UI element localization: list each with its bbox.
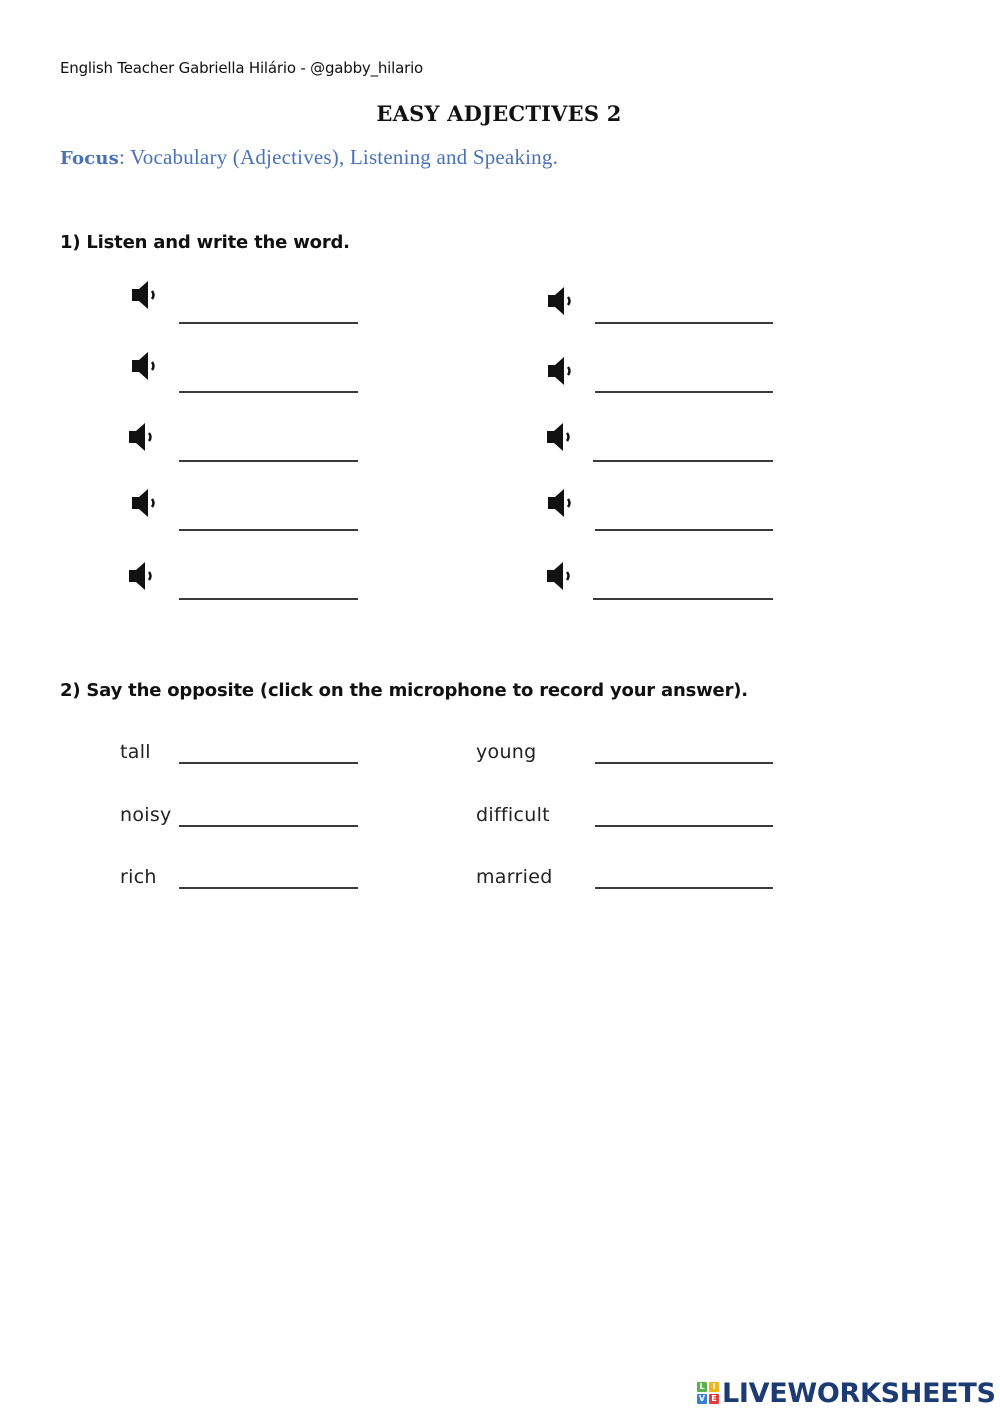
answer-line-5[interactable] bbox=[179, 598, 358, 600]
focus-text: : Vocabulary (Adjectives), Listening and Speaking. bbox=[118, 145, 559, 169]
author-credit: English Teacher Gabriella Hilário - @gabby_hilario bbox=[60, 59, 424, 77]
opposite-word: difficult bbox=[476, 804, 550, 826]
opposite-answer-line[interactable] bbox=[595, 887, 773, 889]
opposite-answer-line[interactable] bbox=[595, 762, 773, 764]
speaker-icon[interactable] bbox=[130, 350, 164, 382]
answer-line-9[interactable] bbox=[595, 529, 773, 531]
liveworksheets-logo bbox=[697, 1378, 996, 1408]
logo-text: LIVEWORKSHEETS bbox=[722, 1377, 996, 1409]
answer-line-4[interactable] bbox=[179, 529, 358, 531]
opposite-answer-line[interactable] bbox=[179, 762, 358, 764]
opposite-word: tall bbox=[120, 741, 151, 763]
answer-line-10[interactable] bbox=[593, 598, 773, 600]
opposite-word: noisy bbox=[120, 804, 172, 826]
answer-line-1[interactable] bbox=[179, 322, 358, 324]
speaker-icon[interactable] bbox=[130, 279, 164, 311]
answer-line-7[interactable] bbox=[595, 391, 773, 393]
focus-label: Focus bbox=[60, 148, 119, 169]
worksheet-title: EASY ADJECTIVES 2 bbox=[376, 101, 622, 126]
logo-grid-icon: L I V E bbox=[697, 1382, 719, 1404]
speaker-icon[interactable] bbox=[545, 560, 579, 592]
speaker-icon[interactable] bbox=[546, 355, 580, 387]
speaker-icon[interactable] bbox=[130, 487, 164, 519]
opposite-word: married bbox=[476, 866, 553, 888]
opposite-answer-line[interactable] bbox=[179, 887, 358, 889]
speaker-icon[interactable] bbox=[546, 285, 580, 317]
opposite-answer-line[interactable] bbox=[179, 825, 358, 827]
speaker-icon[interactable] bbox=[127, 421, 161, 453]
opposite-answer-line[interactable] bbox=[595, 825, 773, 827]
answer-line-3[interactable] bbox=[179, 460, 358, 462]
speaker-icon[interactable] bbox=[546, 487, 580, 519]
section-2-heading: 2) Say the opposite (click on the microphone to record your answer). bbox=[60, 680, 748, 701]
answer-line-6[interactable] bbox=[595, 322, 773, 324]
opposite-word: rich bbox=[120, 866, 157, 888]
answer-line-8[interactable] bbox=[593, 460, 773, 462]
answer-line-2[interactable] bbox=[179, 391, 358, 393]
speaker-icon[interactable] bbox=[545, 421, 579, 453]
opposite-word: young bbox=[476, 741, 537, 763]
speaker-icon[interactable] bbox=[127, 560, 161, 592]
focus-line bbox=[60, 145, 558, 170]
section-1-heading: 1) Listen and write the word. bbox=[60, 232, 350, 253]
